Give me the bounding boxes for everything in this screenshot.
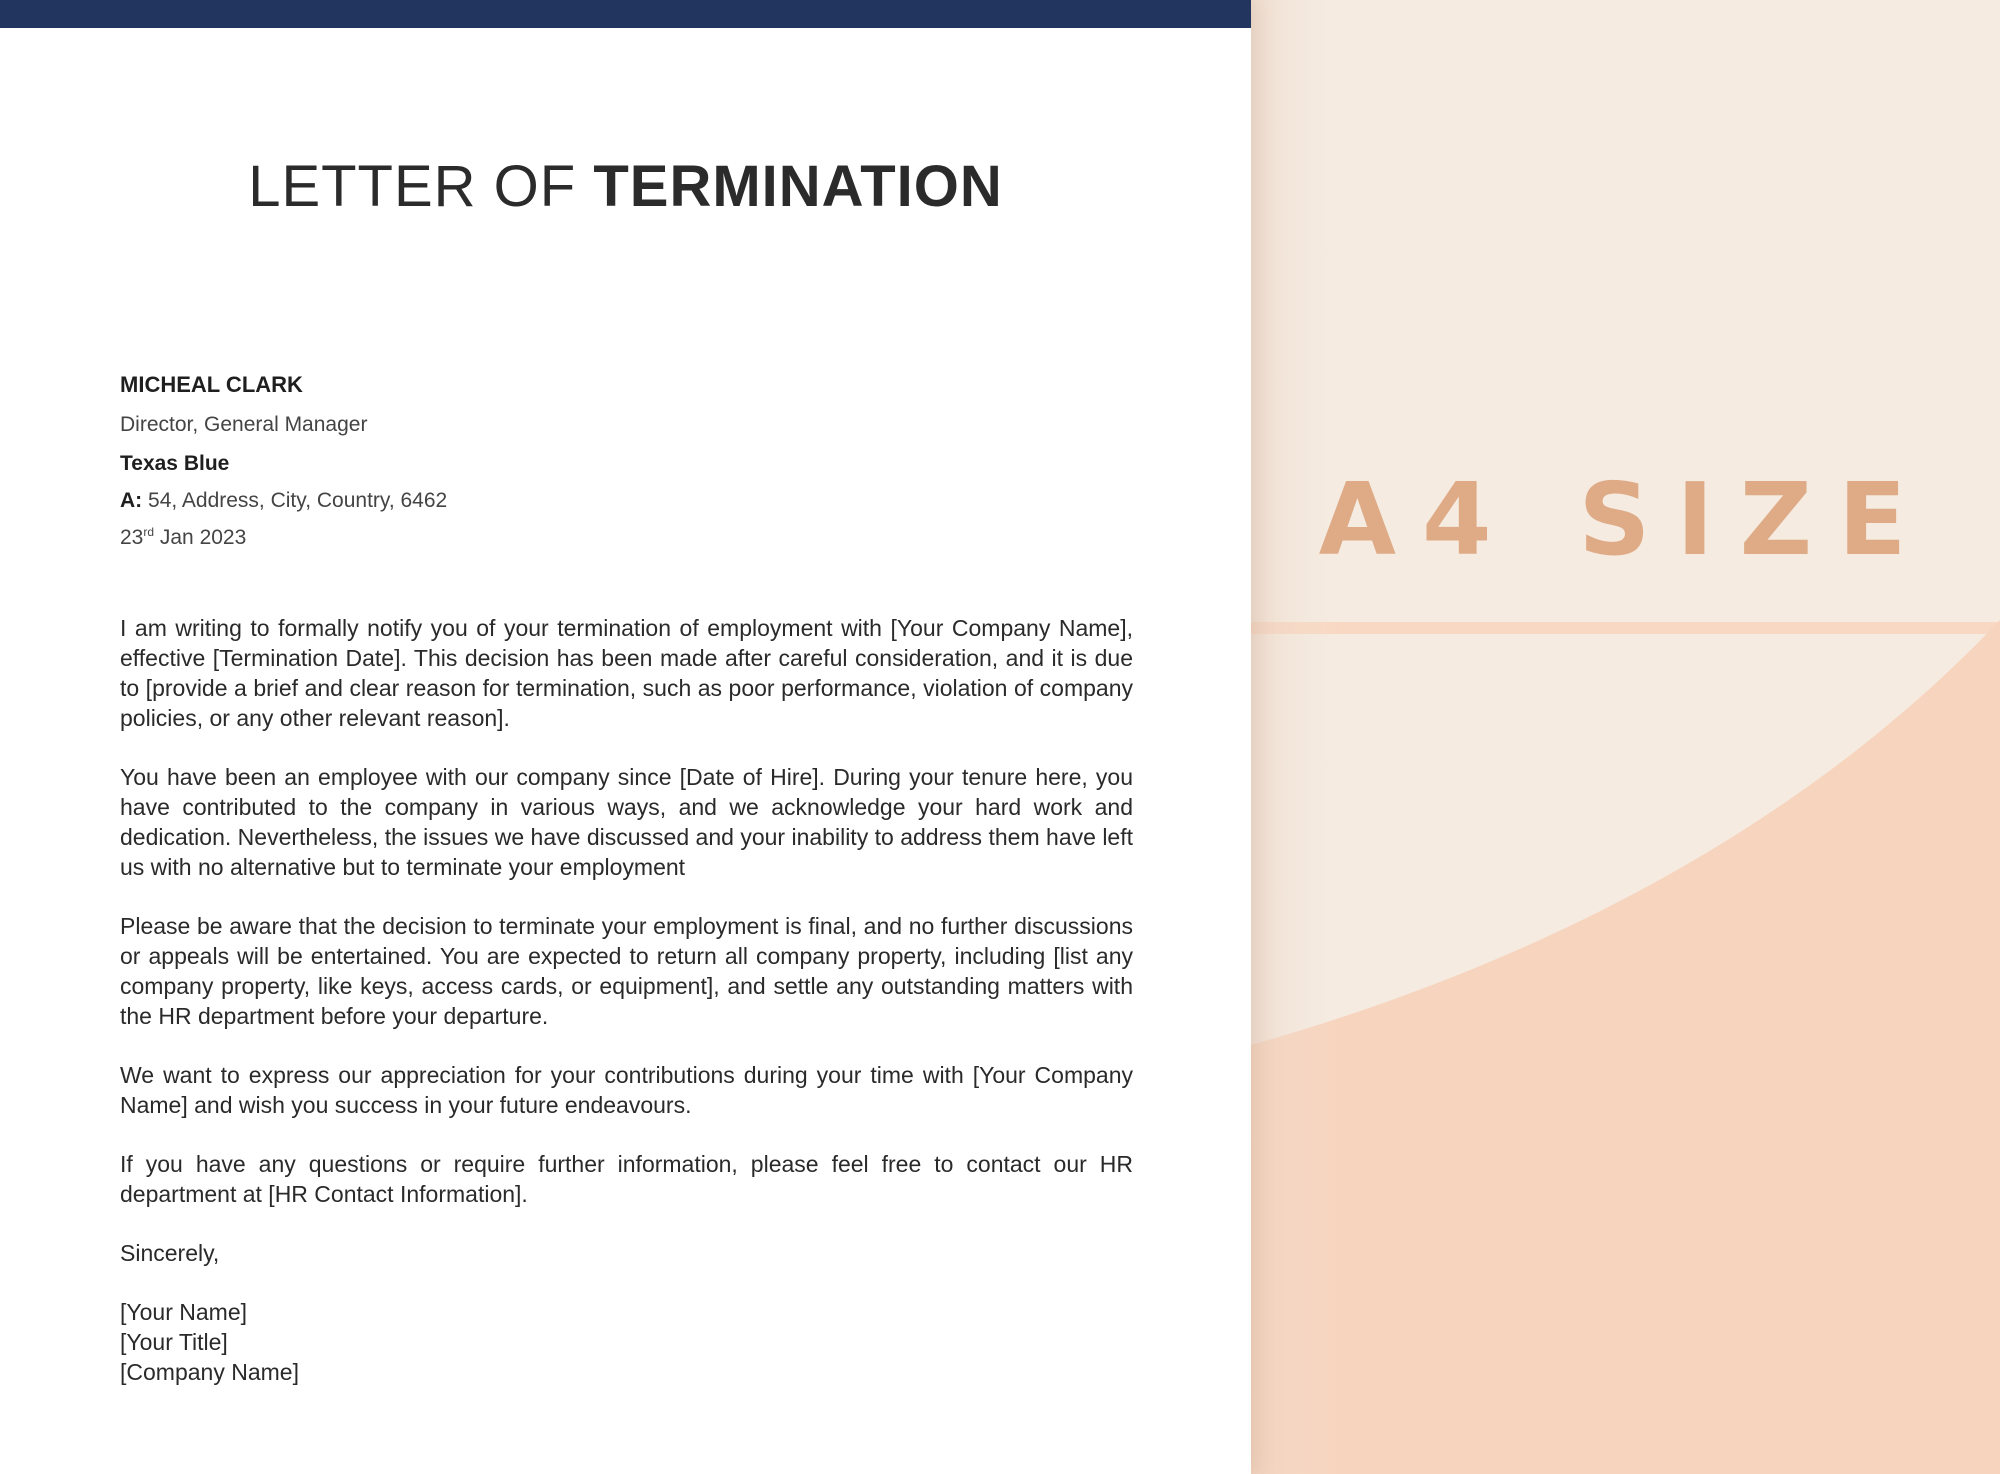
letter-title [0, 152, 1251, 222]
address-label: A: [120, 489, 143, 512]
sender-title: Director, General Manager [120, 413, 368, 436]
body-paragraph: Please be aware that the decision to terminate your employment is final, and no further discussions or appeals will be entertained. You are expected to return all company property, including [list any company property, like keys, access cards, or equipment], and settle any outstanding matters with the HR department before your departure. [120, 913, 1133, 1029]
page-top-bar [0, 0, 1251, 28]
signature-name: [Your Name] [120, 1299, 247, 1325]
sender-name: MICHEAL CLARK [120, 372, 303, 397]
sender-address [120, 488, 447, 513]
letter-closing: Sincerely, [120, 1240, 220, 1266]
body-paragraph: You have been an employee with our company since [Date of Hire]. During your tenure here, you have contributed to the company in various ways, and we acknowledge your hard work and dedication. Nevertheless, the issues we have discussed and your inability to address them have left us with no alternative but to terminate your employment [120, 764, 1133, 880]
date-rest: Jan 2023 [159, 526, 247, 549]
sender-company: Texas Blue [120, 452, 230, 475]
letter-body [120, 613, 1133, 1387]
body-paragraph: We want to express our appreciation for your contributions during your time with [Your Company Name] and wish you success in your future endeavours. [120, 1062, 1133, 1118]
body-paragraph: I am writing to formally notify you of your termination of employment with [Your Company Name], effective [Termination Date]. This decision has been made after careful consideration, and it is due to [provide a brief and clear reason for termination, such as poor performance, violation of company policies, or any other relevant reason]. [120, 615, 1133, 731]
title-light-part: LETTER OF [248, 154, 577, 219]
a4-size-label: A4 SIZE [1318, 461, 1933, 578]
signature-title: [Your Title] [120, 1329, 228, 1355]
decorative-background-panel [1251, 0, 2000, 1474]
date-suffix: rd [143, 525, 155, 539]
signature-company: [Company Name] [120, 1359, 299, 1385]
panel-shadow [1251, 0, 2000, 1474]
body-paragraph: If you have any questions or require further information, please feel free to contact our HR department at [HR Contact Information]. [120, 1151, 1133, 1207]
signature-block [120, 1297, 1133, 1387]
address-value: 54, Address, City, Country, 6462 [148, 489, 448, 512]
sender-date [120, 525, 246, 550]
title-bold-part: TERMINATION [593, 154, 1003, 219]
date-day: 23 [120, 526, 144, 549]
decorative-curves [1251, 0, 2000, 1474]
